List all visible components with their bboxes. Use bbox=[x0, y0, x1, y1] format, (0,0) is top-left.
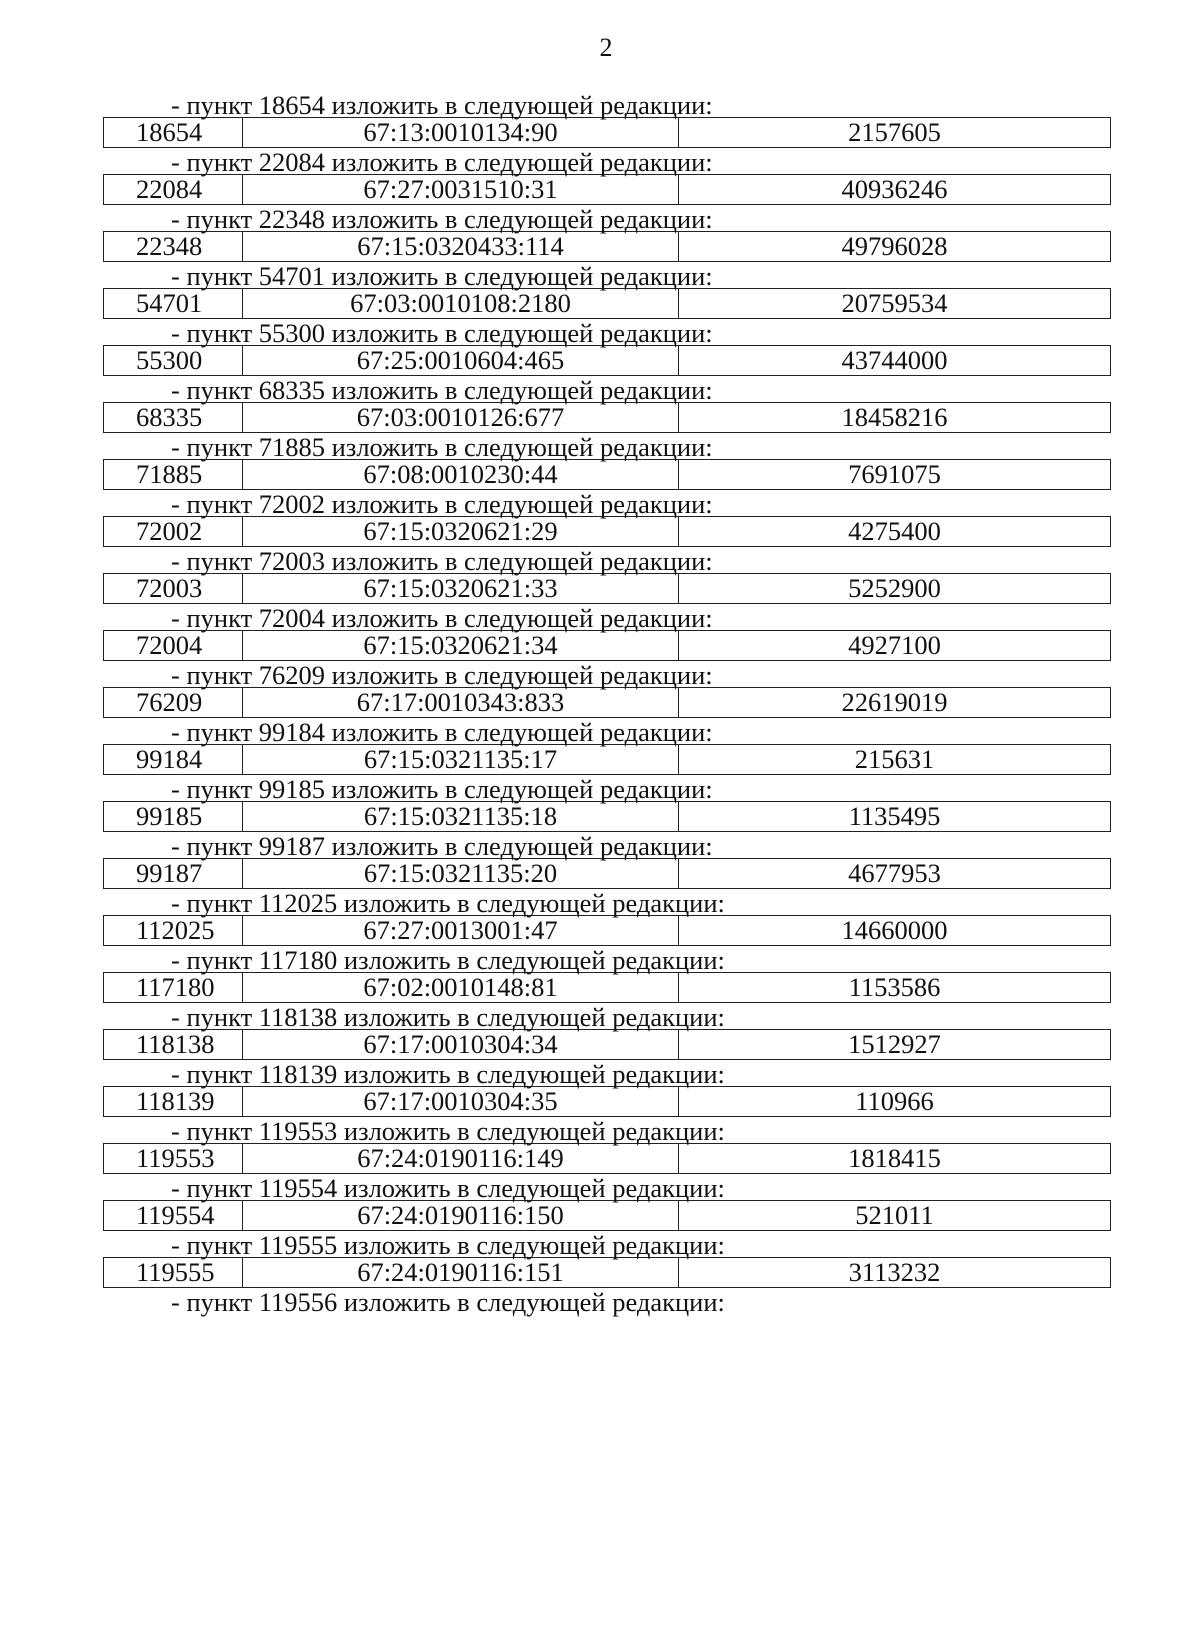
item-number-cell: 118139 bbox=[104, 1087, 243, 1116]
cadastral-number-cell: 67:15:0320621:29 bbox=[243, 517, 679, 546]
value-cell: 49796028 bbox=[841, 231, 948, 261]
amendment-instruction: - пункт 99184 изложить в следующей редакции: bbox=[171, 717, 713, 747]
cadastral-number-cell: 67:17:0010304:35 bbox=[243, 1087, 679, 1116]
item-number-cell: 72002 bbox=[104, 517, 243, 546]
cadastral-number-cell: 67:27:0013001:47 bbox=[243, 916, 679, 945]
item-number-cell: 71885 bbox=[104, 460, 243, 489]
table-row bbox=[103, 801, 1111, 832]
cadastral-number-cell: 67:27:0031510:31 bbox=[243, 175, 679, 204]
cadastral-number-cell: 67:13:0010134:90 bbox=[243, 118, 679, 147]
item-number-cell: 18654 bbox=[104, 118, 243, 147]
table-row bbox=[103, 858, 1111, 889]
item-number-cell: 72003 bbox=[104, 574, 243, 603]
value-cell: 22619019 bbox=[841, 687, 948, 717]
item-number-cell: 118138 bbox=[104, 1030, 243, 1059]
amendment-instruction: - пункт 119554 изложить в следующей редакции: bbox=[171, 1173, 725, 1203]
value-cell: 215631 bbox=[854, 744, 935, 774]
item-number-cell: 55300 bbox=[104, 346, 243, 375]
value-cell: 4677953 bbox=[848, 858, 941, 888]
cadastral-number-cell: 67:24:0190116:150 bbox=[243, 1201, 679, 1230]
amendment-instruction: - пункт 54701 изложить в следующей редакции: bbox=[171, 261, 713, 291]
cadastral-number-cell: 67:02:0010148:81 bbox=[243, 973, 679, 1002]
value-cell: 3113232 bbox=[848, 1257, 941, 1287]
table-row bbox=[103, 231, 1111, 262]
table-row bbox=[103, 630, 1111, 661]
cadastral-number-cell: 67:15:0320621:34 bbox=[243, 631, 679, 660]
item-number-cell: 99185 bbox=[104, 802, 243, 831]
table-row bbox=[103, 402, 1111, 433]
amendment-instruction: - пункт 72002 изложить в следующей редакции: bbox=[171, 489, 713, 519]
page-number: 2 bbox=[599, 33, 613, 62]
cadastral-number-cell: 67:17:0010304:34 bbox=[243, 1030, 679, 1059]
cadastral-number-cell: 67:25:0010604:465 bbox=[243, 346, 679, 375]
table-row bbox=[103, 1200, 1111, 1231]
value-cell: 2157605 bbox=[848, 117, 941, 147]
value-cell: 4275400 bbox=[848, 516, 941, 546]
amendment-instruction: - пункт 55300 изложить в следующей редакции: bbox=[171, 318, 713, 348]
amendment-instruction: - пункт 72004 изложить в следующей редакции: bbox=[171, 603, 713, 633]
cadastral-number-cell: 67:24:0190116:149 bbox=[243, 1144, 679, 1173]
value-cell: 43744000 bbox=[841, 345, 948, 375]
amendment-instruction: - пункт 18654 изложить в следующей редакции: bbox=[171, 90, 713, 120]
value-cell: 40936246 bbox=[841, 174, 948, 204]
table-row bbox=[103, 174, 1111, 205]
value-cell: 4927100 bbox=[848, 630, 941, 660]
value-cell: 18458216 bbox=[841, 402, 948, 432]
cadastral-number-cell: 67:24:0190116:151 bbox=[243, 1258, 679, 1287]
amendment-items bbox=[103, 90, 1111, 1288]
cadastral-number-cell: 67:15:0320433:114 bbox=[243, 232, 679, 261]
value-cell: 521011 bbox=[855, 1200, 934, 1230]
value-cell: 1818415 bbox=[848, 1143, 941, 1173]
cadastral-number-cell: 67:03:0010108:2180 bbox=[243, 289, 679, 318]
item-number-cell: 119554 bbox=[104, 1201, 243, 1230]
cadastral-number-cell: 67:08:0010230:44 bbox=[243, 460, 679, 489]
amendment-instruction: - пункт 68335 изложить в следующей редакции: bbox=[171, 375, 713, 405]
table-row bbox=[103, 573, 1111, 604]
item-number-cell: 99187 bbox=[104, 859, 243, 888]
cadastral-number-cell: 67:15:0321135:17 bbox=[243, 745, 679, 774]
item-number-cell: 22348 bbox=[104, 232, 243, 261]
table-row bbox=[103, 288, 1111, 319]
value-cell: 1135495 bbox=[848, 801, 941, 831]
item-number-cell: 68335 bbox=[104, 403, 243, 432]
value-cell: 1512927 bbox=[848, 1029, 941, 1059]
amendment-instruction: - пункт 22348 изложить в следующей редакции: bbox=[171, 204, 713, 234]
table-row bbox=[103, 1086, 1111, 1117]
table-row bbox=[103, 1143, 1111, 1174]
value-cell: 1153586 bbox=[848, 972, 941, 1002]
table-row bbox=[103, 687, 1111, 718]
table-row bbox=[103, 744, 1111, 775]
cadastral-number-cell: 67:15:0321135:18 bbox=[243, 802, 679, 831]
item-number-cell: 99184 bbox=[104, 745, 243, 774]
table-row bbox=[103, 1257, 1111, 1288]
cadastral-number-cell: 67:17:0010343:833 bbox=[243, 688, 679, 717]
cadastral-number-cell: 67:15:0320621:33 bbox=[243, 574, 679, 603]
item-number-cell: 22084 bbox=[104, 175, 243, 204]
value-cell: 7691075 bbox=[848, 459, 941, 489]
amendment-instruction: - пункт 118139 изложить в следующей редакции: bbox=[171, 1059, 725, 1089]
amendment-instruction: - пункт 117180 изложить в следующей редакции: bbox=[171, 945, 725, 975]
item-number-cell: 112025 bbox=[104, 916, 243, 945]
amendment-instruction: - пункт 119553 изложить в следующей редакции: bbox=[171, 1116, 725, 1146]
table-row bbox=[103, 972, 1111, 1003]
item-number-cell: 76209 bbox=[104, 688, 243, 717]
table-row bbox=[103, 117, 1111, 148]
item-number-cell: 54701 bbox=[104, 289, 243, 318]
value-cell: 5252900 bbox=[848, 573, 941, 603]
amendment-instruction: - пункт 22084 изложить в следующей редакции: bbox=[171, 147, 713, 177]
amendment-instruction: - пункт 71885 изложить в следующей редакции: bbox=[171, 432, 713, 462]
amendment-instruction: - пункт 99185 изложить в следующей редакции: bbox=[171, 774, 713, 804]
table-row bbox=[103, 1029, 1111, 1060]
value-cell: 110966 bbox=[855, 1086, 934, 1116]
cadastral-number-cell: 67:15:0321135:20 bbox=[243, 859, 679, 888]
amendment-instruction: - пункт 76209 изложить в следующей редакции: bbox=[171, 660, 713, 690]
amendment-instruction: - пункт 99187 изложить в следующей редакции: bbox=[171, 831, 713, 861]
cadastral-number-cell: 67:03:0010126:677 bbox=[243, 403, 679, 432]
table-row bbox=[103, 915, 1111, 946]
item-number-cell: 119553 bbox=[104, 1144, 243, 1173]
value-cell: 14660000 bbox=[841, 915, 948, 945]
amendment-instruction: - пункт 118138 изложить в следующей редакции: bbox=[171, 1002, 725, 1032]
item-number-cell: 119555 bbox=[104, 1258, 243, 1287]
value-cell: 20759534 bbox=[841, 288, 948, 318]
trailing-instruction: - пункт 119556 изложить в следующей редакции: bbox=[171, 1287, 725, 1317]
table-row bbox=[103, 516, 1111, 547]
amendment-instruction: - пункт 119555 изложить в следующей редакции: bbox=[171, 1230, 725, 1260]
amendment-instruction: - пункт 72003 изложить в следующей редакции: bbox=[171, 546, 713, 576]
item-number-cell: 117180 bbox=[104, 973, 243, 1002]
amendment-instruction: - пункт 112025 изложить в следующей редакции: bbox=[171, 888, 725, 918]
amendments-list bbox=[103, 90, 1111, 1317]
item-number-cell: 72004 bbox=[104, 631, 243, 660]
table-row bbox=[103, 345, 1111, 376]
table-row bbox=[103, 459, 1111, 490]
